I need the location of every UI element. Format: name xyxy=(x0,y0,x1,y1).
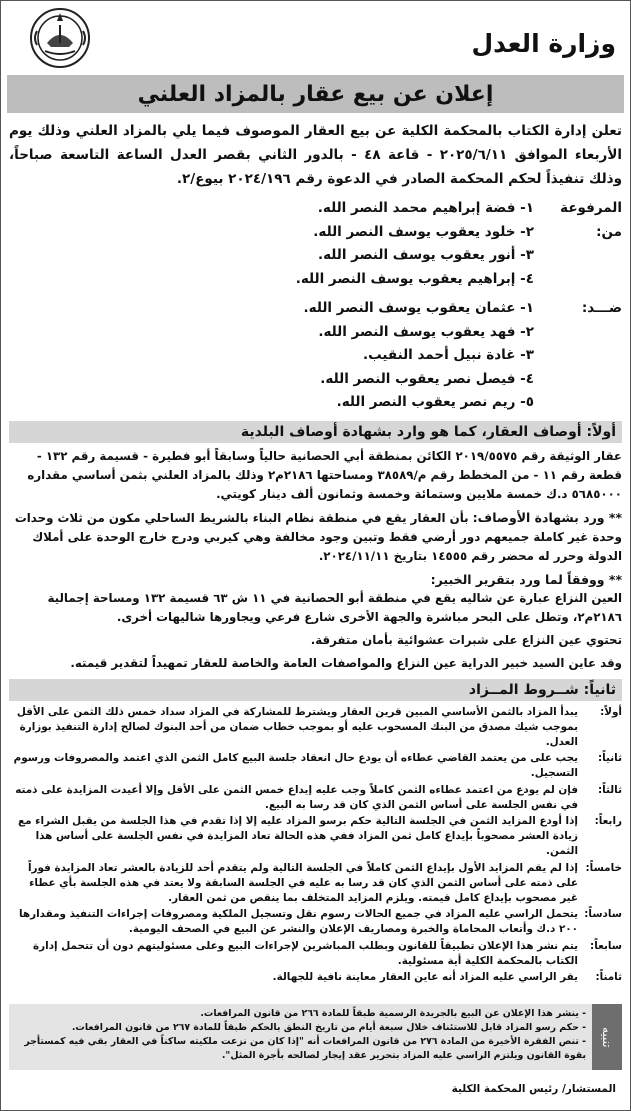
defendants-label: ضـــد: xyxy=(581,300,622,316)
expert-line: العين النزاع عبارة عن شاليه يقع في منطقة أبو الحصانية في ١١ ش ٦٣ قسيمة ١٣٢ ومساحة إجمالية ٢١٨٦م٢، وتطل على البحر مباشرة والجهة الأخرى شارع فرعي ويجاورها شاليهات أخرى. xyxy=(47,590,622,624)
section1-body xyxy=(9,447,622,673)
term-number: سابعاً: xyxy=(590,939,622,952)
defendants-block xyxy=(9,297,622,415)
term-item xyxy=(9,970,622,985)
defendant-item: ٤- فيصل نصر يعقوب النصر الله. xyxy=(320,370,534,387)
plaintiffs-block xyxy=(9,197,622,291)
page-title: إعلان عن بيع عقار بالمزاد العلني xyxy=(137,81,494,107)
term-number: ثامناً: xyxy=(595,970,622,983)
header xyxy=(7,7,624,69)
term-item xyxy=(9,907,622,937)
defendant-item: ١- عثمان يعقوب يوسف النصر الله. xyxy=(303,300,534,316)
term-number: ثانياً: xyxy=(597,752,622,765)
term-text: يبدأ المزاد بالثمن الأساسي المبين قرين العقار ويشترط للمشاركة في المزاد سداد خمس ذلك الثمن على الأقل بموجب شيك مصدق من البنك المسحوب عليه أو بموجب خطاب ضمان من أحد البنوك لصالح إدارة التنفيذ بوزارة العدل. xyxy=(16,705,578,748)
plaintiffs-label: المرفوعة من: xyxy=(560,200,622,240)
defendants-list xyxy=(304,297,534,415)
term-number: رابعاً: xyxy=(594,814,622,827)
term-item xyxy=(9,705,622,751)
parties xyxy=(9,197,622,415)
note-line: - تنص الفقرة الأخيرة من المادة ٢٧٦ من قانون المرافعات أنه "إذا كان من نزعت ملكيته ساكناً في العقار بقي فيه كمستأجر بقوة القانون ويلتزم الراسي عليه المزاد بتحرير عقد إيجار لصالحه بأجرة المثل". xyxy=(24,1036,586,1061)
term-text: يجب على من يعتمد القاضي عطاءه أن يودع حال انعقاد جلسة البيع كامل الثمن الذي اعتمد والمصروفات ورسوم التسجيل. xyxy=(13,752,578,780)
plaintiff-item: ٢- خلود يعقوب يوسف النصر الله. xyxy=(313,223,534,240)
certificate-paragraph xyxy=(9,508,622,566)
expert-line: وقد عاين السيد خبير الدراية عين النزاع والمواصفات العامة والخاصة للعقار تمهيداً لتقدير قيمته. xyxy=(70,655,622,670)
term-number: ثالثاً: xyxy=(597,783,622,796)
certificate-text: بأن العقار يقع في منطقة نظام البناء بالشريط الساحلي مكون من ثلاث وحدات وحدة غير كاملة جميعهم دور أرضي فقط وتبين وجود مخالفة وهي كيربي ودرج خارج الوحدة على أملاك الدولة وحرر له محضر رقم ١٤٥٥٥ بتاريخ ٢٠٢٤/١١/١١. xyxy=(14,510,622,563)
term-item xyxy=(9,783,622,813)
kuwait-emblem-icon xyxy=(29,7,91,69)
term-text: يتم نشر هذا الإعلان تطبيقاً للقانون وبطلب المباشرين لإجراءات البيع وعلى مسئوليتهم دون أن تتحمل إدارة الكتاب بالمحكمة الكلية أية مسئولية. xyxy=(33,939,578,967)
notes-body xyxy=(9,1004,592,1070)
expert-heading: ** ووفقاً لما ورد بتقرير الخبير: xyxy=(430,571,622,587)
term-item xyxy=(9,814,622,860)
content xyxy=(9,119,622,986)
notes-box xyxy=(9,1004,622,1070)
section1-heading: أولاً: أوصاف العقار، كما هو وارد بشهادة أوصاف البلدية xyxy=(9,421,622,443)
signature: المستشار/ رئيس المحكمة الكلية xyxy=(451,1083,616,1095)
property-description: عقار الوثيقة رقم ٢٠١٩/٥٥٧٥ الكائن بمنطقة أبي الحصانية حالياً وسابقاً أبو فطيرة - قسيمة رقم ١٣٢ - قطعة رقم ١١ - من المخطط رقم م/٣٨٥٨٩ ومساحتها ٢١٨٦م٢ وذلك بالمزاد العلني بثمن أساسي مقداره ٥٦٨٥٠٠٠ د.ك خمسة ملايين وستمائة وخمسة وثمانون ألف دينار كويتي. xyxy=(27,448,622,501)
term-text: إذا أودع المزايد الثمن في الجلسة التالية حكم برسو المزاد عليه إلا إذا تقدم في هذا الجلسة من يقبل الشراء مع زيادة العشر مصحوباً بإيداع كامل ثمن المزاد ففي هذه الحالة تعاد المزايدة في نفس الجلسة على أساس هذا الثمن. xyxy=(17,814,578,858)
title-bar xyxy=(7,75,624,113)
defendant-item: ٢- فهد يعقوب يوسف النصر الله. xyxy=(318,323,534,340)
notes-label: تنبيه xyxy=(592,1004,622,1070)
ministry-name: وزارة العدل xyxy=(471,29,616,58)
defendant-item: ٥- ريم نصر يعقوب النصر الله. xyxy=(336,394,534,410)
certificate-heading: ** ورد بشهادة الأوصاف: xyxy=(472,509,622,525)
term-item xyxy=(9,861,622,907)
intro-paragraph: تعلن إدارة الكتاب بالمحكمة الكلية عن بيع العقار الموصوف فيما يلي بالمزاد العلني وذلك يوم الأربعاء الموافق ٢٠٢٥/٦/١١ - قاعة ٤٨ - بالدور الثاني بقصر العدل الساعة التاسعة صباحاً، وذلك تنفيذاً لحكم المحكمة الصادر في الدعوة رقم ٢٠٢٤/١٩٦ بيوع/٢. xyxy=(9,123,623,187)
terms-list xyxy=(9,705,622,986)
term-text: يقر الراسي عليه المزاد أنه عاين العقار معاينة نافية للجهالة. xyxy=(272,970,578,983)
plaintiffs-list xyxy=(296,197,534,291)
term-number: خامساً: xyxy=(585,861,622,874)
term-item xyxy=(9,939,622,969)
plaintiff-item: ١- فضة إبراهيم محمد النصر الله. xyxy=(317,200,534,216)
term-number: سادساً: xyxy=(584,908,622,921)
section2-heading: ثانياً: شــروط المــزاد xyxy=(9,679,622,701)
term-text: إذا لم يقم المزايد الأول بإيداع الثمن كاملاً في الجلسة التالية ولم يتقدم أحد للزيادة بالعشر تعاد المزايدة فوراً على ذمته على أساس الثمن الذي كان قد رسا به عليه في الجلسة السابقة ولا يعتد في هذه الجلسة بأي عطاء غير مصحوب بإيداع كامل قيمته. ويلزم المزايد المتخلف بما ينقص من ثمن العقار. xyxy=(27,861,578,904)
note-line: - حكم رسو المزاد قابل للاستئناف خلال سبعة أيام من تاريخ النطق بالحكم طبقاً للمادة ٢٦٧ من قانون المرافعات. xyxy=(71,1022,586,1033)
term-text: يتحمل الراسي عليه المزاد في جميع الحالات رسوم نقل وتسجيل الملكية ومصروفات إجراءات التنفيذ ومقدارها ٢٠٠ د.ك وأتعاب المحاماة والخبرة ومصاريف الإعلان والنشر عن البيع في الصحف اليومية. xyxy=(18,908,578,936)
term-number: أولاً: xyxy=(600,705,622,718)
plaintiff-item: ٣- أنور يعقوب يوسف النصر الله. xyxy=(317,247,534,263)
note-line: - ينشر هذا الإعلان عن البيع بالجريدة الرسمية طبقاً للمادة ٢٦٦ من قانون المرافعات. xyxy=(200,1008,586,1019)
defendant-item: ٣- غادة نبيل أحمد النقيب. xyxy=(362,347,534,363)
plaintiff-item: ٤- إبراهيم يعقوب يوسف النصر الله. xyxy=(295,270,534,287)
term-text: فإن لم يودع من اعتمد عطاءه الثمن كاملاً وجب عليه إيداع خمس الثمن على الأقل وإلا أعيدت المزايدة على ذمته في نفس الجلسة على أساس الثمن الذي كان قد رسا به البيع. xyxy=(15,783,578,811)
expert-line: تحتوي عين النزاع على شبرات عشوائية بأمان متفرقة. xyxy=(310,632,622,647)
term-item xyxy=(9,751,622,781)
